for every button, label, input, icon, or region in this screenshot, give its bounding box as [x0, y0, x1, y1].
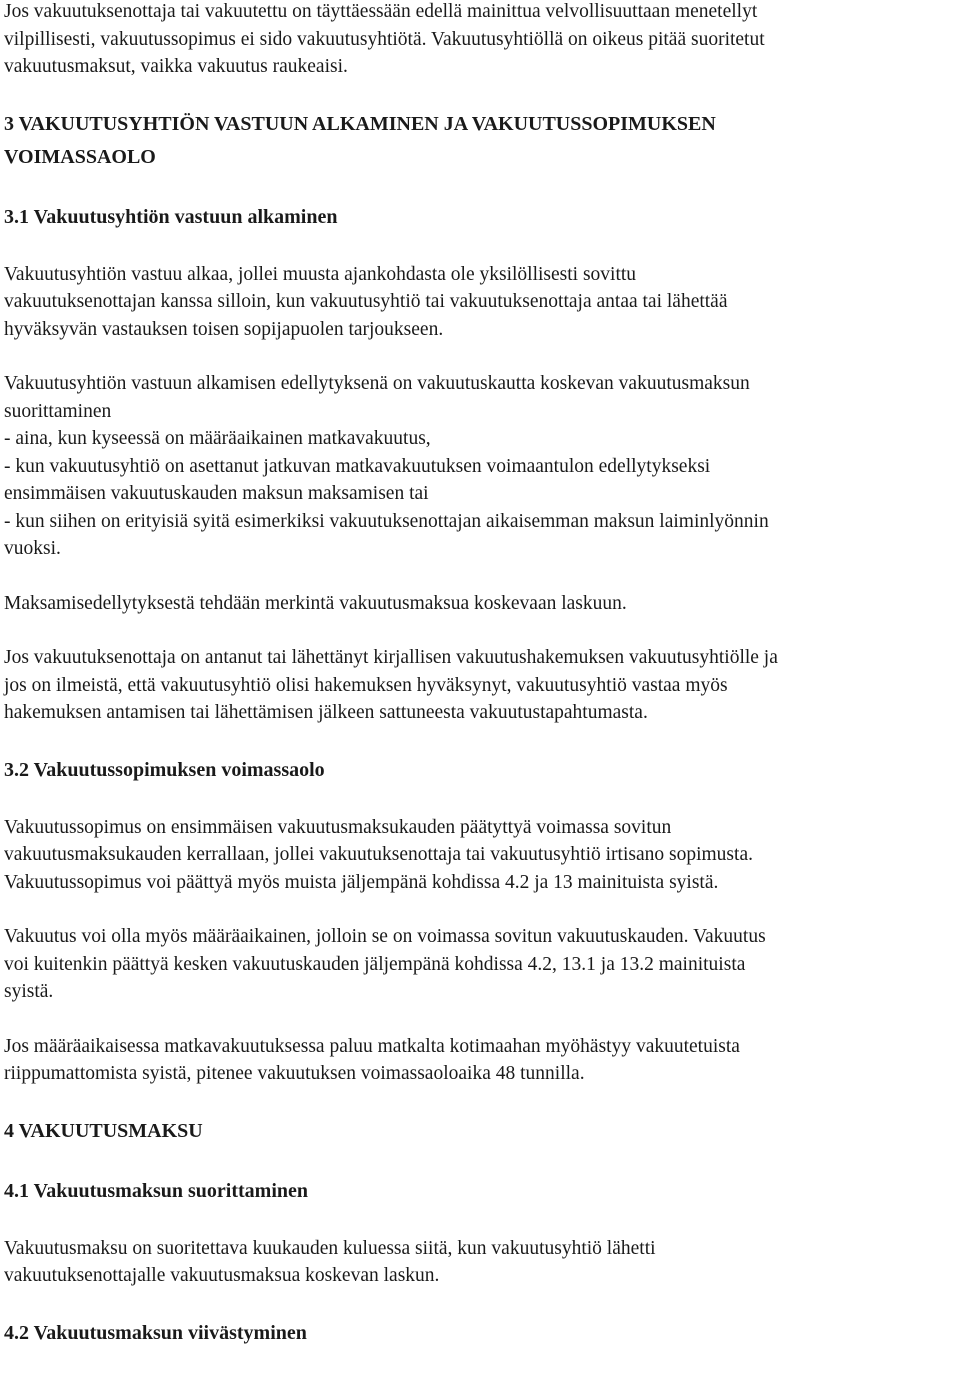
section-3-2-heading: 3.2 Vakuutussopimuksen voimassaolo: [4, 758, 325, 781]
section-4-1-paragraph-1: [4, 1235, 956, 1290]
section-3-1-paragraph-1: [4, 261, 956, 344]
text-line: Jos määräaikaisessa matkavakuutuksessa paluu matkalta kotimaahan myöhästyy vakuutetuista: [4, 1035, 740, 1057]
text-line: Vakuutus voi olla myös määräaikainen, jolloin se on voimassa sovitun vakuutuskauden. Vakuutus: [4, 926, 766, 947]
text-line: Vakuutussopimus voi päättyä myös muista jäljempänä kohdissa 4.2 ja 13 mainituista syistä.: [4, 871, 719, 893]
section-3-1-paragraph-2: [4, 370, 956, 563]
text-line: hakemuksen antamisen tai lähettämisen jälkeen sattuneesta vakuutustapahtumasta.: [4, 702, 648, 723]
document-page: [4, 0, 956, 1377]
section-3-2-paragraph-2: [4, 923, 956, 1006]
list-item: - kun siihen on erityisiä syitä esimerkiksi vakuutuksenottajan aikaisemman maksun laiminlyönnin: [4, 510, 769, 532]
text-line: vakuutuksenottajan kanssa silloin, kun vakuutusyhtiö tai vakuutuksenottaja antaa tai lähettää: [4, 291, 728, 312]
text-line: vuoksi.: [4, 538, 61, 559]
heading-line: 3 VAKUUTUSYHTIÖN VASTUUN ALKAMINEN JA VAKUUTUSSOPIMUKSEN: [4, 112, 716, 135]
text-line: vakuutusmaksut, vaikka vakuutus raukeaisi.: [4, 56, 348, 77]
section-3-1-paragraph-4: [4, 644, 956, 727]
section-3-1-heading: 3.1 Vakuutusyhtiön vastuun alkaminen: [4, 205, 338, 228]
section-4-heading: 4 VAKUUTUSMAKSU: [4, 1119, 203, 1142]
text-line: Jos vakuutuksenottaja tai vakuutettu on täyttäessään edellä mainittua velvollisuuttaan menetellyt: [4, 1, 758, 22]
text-line: riippumattomista syistä, pitenee vakuutuksen voimassaoloaika 48 tunnilla.: [4, 1063, 585, 1084]
text-line: suorittaminen: [4, 400, 112, 422]
text-line: jos on ilmeistä, että vakuutusyhtiö olisi hakemuksen hyväksynyt, vakuutusyhtiö vastaa myös: [4, 674, 728, 696]
section-3-2-paragraph-1: [4, 814, 956, 897]
text-line: vakuutusmaksukauden kerrallaan, jollei vakuutuksenottaja tai vakuutusyhtiö irtisano sopimusta.: [4, 844, 753, 865]
text-line: syistä.: [4, 981, 54, 1002]
section-3-heading: [4, 108, 956, 174]
list-item: - kun vakuutusyhtiö on asettanut jatkuvan matkavakuutuksen voimaantulon edellytykseksi: [4, 455, 711, 477]
text-line: ensimmäisen vakuutuskauden maksun maksamisen tai: [4, 483, 429, 504]
section-4-2-heading: 4.2 Vakuutusmaksun viivästyminen: [4, 1321, 307, 1344]
text-line: voi kuitenkin päättyä kesken vakuutuskauden jäljempänä kohdissa 4.2, 13.1 ja 13.2 mainituista: [4, 953, 746, 975]
text-line: Vakuutusmaksu on suoritettava kuukauden kuluessa siitä, kun vakuutusyhtiö lähetti: [4, 1237, 656, 1259]
text-line: Jos vakuutuksenottaja on antanut tai lähettänyt kirjallisen vakuutushakemuksen vakuutusyhtiölle ja: [4, 647, 778, 668]
text-line: Vakuutusyhtiön vastuun alkamisen edellytyksenä on vakuutuskautta koskevan vakuutusmaksun: [4, 373, 750, 394]
text-line: Vakuutussopimus on ensimmäisen vakuutusmaksukauden päätyttyä voimassa sovitun: [4, 816, 672, 838]
text-line: Vakuutusyhtiön vastuu alkaa, jollei muusta ajankohdasta ole yksilöllisesti sovittu: [4, 263, 637, 285]
heading-line: VOIMASSAOLO: [4, 145, 156, 168]
text-line: Maksamisedellytyksestä tehdään merkintä vakuutusmaksua koskevaan laskuun.: [4, 592, 627, 614]
section-3-1-paragraph-3: [4, 590, 956, 618]
list-item: - aina, kun kyseessä on määräaikainen matkavakuutus,: [4, 428, 431, 449]
section-4-1-heading: 4.1 Vakuutusmaksun suorittaminen: [4, 1179, 308, 1202]
text-line: vakuutuksenottajalle vakuutusmaksua koskevan laskun.: [4, 1265, 440, 1286]
intro-paragraph: [4, 0, 956, 81]
section-3-2-paragraph-3: [4, 1033, 956, 1088]
text-line: hyväksyvän vastauksen toisen sopijapuolen tarjoukseen.: [4, 318, 444, 340]
text-line: vilpillisesti, vakuutussopimus ei sido vakuutusyhtiötä. Vakuutusyhtiöllä on oikeus pitää suoritetut: [4, 28, 765, 50]
